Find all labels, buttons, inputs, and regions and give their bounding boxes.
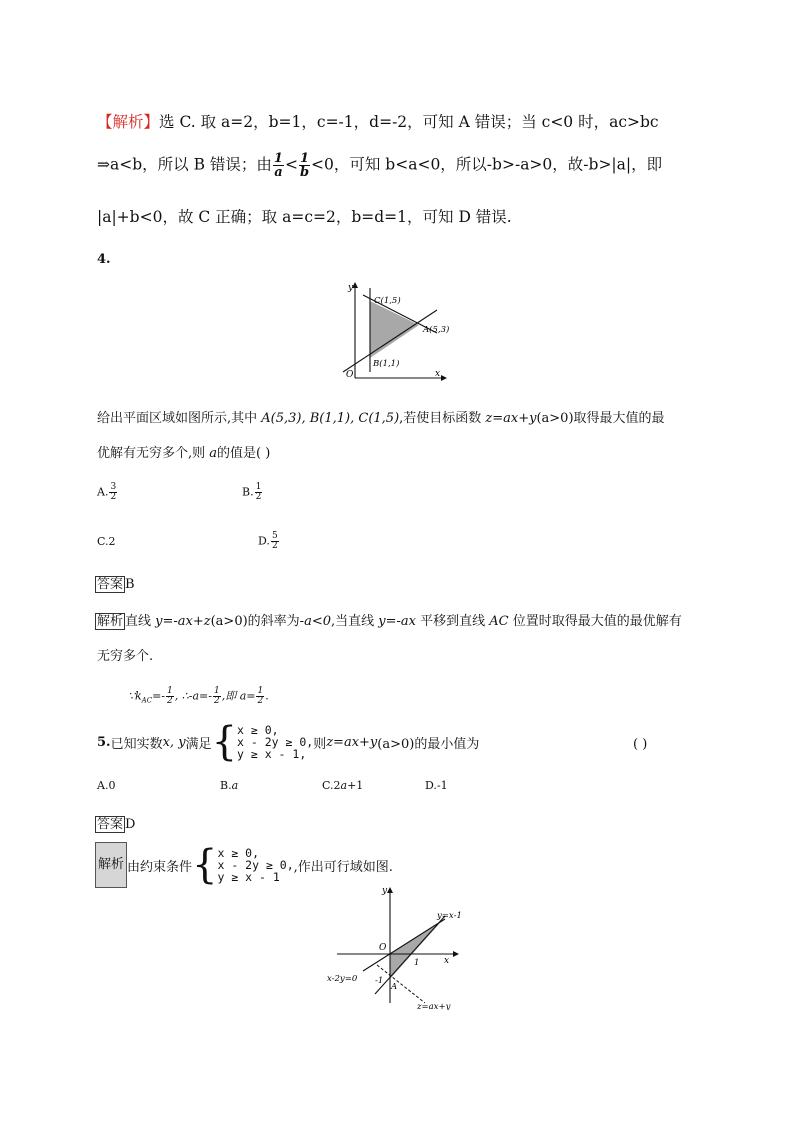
question-4-answer bbox=[95, 573, 135, 592]
constraint-system: x ≥ 0, x - 2y ≥ 0, y ≥ x - 1 bbox=[217, 846, 294, 884]
analysis-label: 解析 bbox=[95, 842, 127, 888]
fraction-1-over-a: $\frac{1}{a}$ bbox=[273, 151, 283, 180]
option-5d: D.-1 bbox=[425, 779, 448, 792]
line-y-eq-x-minus-1-label: y=x-1 bbox=[437, 911, 462, 921]
option-5c: C.2a+1 bbox=[322, 779, 364, 792]
question-4-number: 4. bbox=[97, 252, 111, 267]
question-5-answer-paren: ( ) bbox=[633, 737, 648, 752]
left-brace: { bbox=[192, 842, 218, 888]
constraint-system: x ≥ 0, x - 2y ≥ 0, y ≥ x - 1, bbox=[237, 723, 314, 761]
answer-label: 答案 bbox=[97, 817, 124, 832]
jiexi-tag: 【解析】 bbox=[97, 113, 160, 131]
x-axis-label: x bbox=[435, 369, 441, 379]
question-4-analysis-line-2: 无穷多个. bbox=[97, 649, 154, 664]
point-c-label: C(1,5) bbox=[374, 296, 401, 306]
point-a-label: A bbox=[391, 982, 398, 992]
question-5-analysis: 解析 由约束条件 { x ≥ 0, x - 2y ≥ 0, y ≥ x - 1 ,作出可行域如图. bbox=[95, 842, 393, 888]
tick-one-label: 1 bbox=[414, 958, 420, 968]
answer-label: 答案 bbox=[97, 577, 124, 592]
origin-label: O bbox=[379, 943, 387, 953]
question-4-line-1: 给出平面区域如图所示,其中 A(5,3), B(1,1), C(1,5),若使目标函数 z=ax+y(a>0)取得最大值的最 bbox=[97, 411, 665, 426]
answer-value: B bbox=[125, 577, 135, 592]
question-4-analysis-line-3: $\because k_{AC}=-$ $\frac{1}{2}$ , ∴-a=- $\frac{1}{2}$ ,即 a= $\frac{1}{2}$ . bbox=[128, 686, 269, 706]
option-4d: D. $\frac{5}{2}$ bbox=[258, 531, 278, 551]
text: <0，可知 b<a<0，所以-b>-a>0，故-b>|a|，即 bbox=[311, 155, 663, 174]
figure-feasible-region-2 bbox=[325, 885, 475, 1010]
question-5-stem: 5. 已知实数 x, y 满足 { x ≥ 0, x - 2y ≥ 0, y ≥ x - 1, 则 z=ax+y (a>0)的最小值为 bbox=[97, 719, 480, 765]
figure-feasible-region-1 bbox=[335, 280, 450, 385]
left-brace: { bbox=[211, 719, 238, 765]
text: 选 C. 取 a=2，b=1，c=-1，d=-2，可知 A 错误；当 c<0 时，ac>bc bbox=[159, 113, 659, 131]
point-a-label: A(5,3) bbox=[423, 325, 450, 335]
line-z-label: z=ax+y bbox=[417, 1002, 451, 1010]
text: ⇒a<b，所以 B 错误；由 bbox=[97, 155, 272, 174]
analysis-label: 解析 bbox=[97, 614, 124, 629]
answer-value: D bbox=[125, 817, 136, 832]
shaded-region bbox=[390, 923, 440, 979]
option-5b: B.a bbox=[220, 779, 239, 792]
option-4b: B. $\frac{1}{2}$ bbox=[242, 482, 262, 502]
paragraph-1-line-3: |a|+b<0，故 C 正确；取 a=c=2，b=d=1，可知 D 错误. bbox=[97, 208, 512, 226]
origin-label: O bbox=[346, 370, 354, 380]
point-b-label: B(1,1) bbox=[373, 359, 400, 369]
question-5-answer bbox=[95, 813, 135, 832]
line-x-minus-2y-label: x-2y=0 bbox=[327, 974, 358, 984]
y-axis-label: y bbox=[382, 886, 388, 896]
tick-neg-one-label: -1 bbox=[375, 976, 384, 986]
x-axis-label: x bbox=[444, 956, 450, 966]
y-axis-label: y bbox=[348, 283, 354, 293]
fraction-1-over-b: $\frac{1}{b}$ bbox=[299, 151, 310, 180]
question-4-line-2: 优解有无穷多个,则 a的值是( ) bbox=[97, 446, 271, 461]
paragraph-1-line-1 bbox=[97, 110, 659, 132]
option-4c: C.2 bbox=[97, 535, 116, 548]
option-4a: A. $\frac{3}{2}$ bbox=[97, 482, 117, 502]
question-4-analysis-line-1: 解析 直线 y=-ax+z(a>0)的斜率为-a<0,当直线 y=-ax 平移到直线 AC 位置时取得最大值的最优解有 bbox=[97, 614, 682, 629]
option-5a: A.0 bbox=[97, 779, 116, 792]
paragraph-1-line-2 bbox=[97, 152, 662, 179]
text: < bbox=[284, 155, 298, 174]
